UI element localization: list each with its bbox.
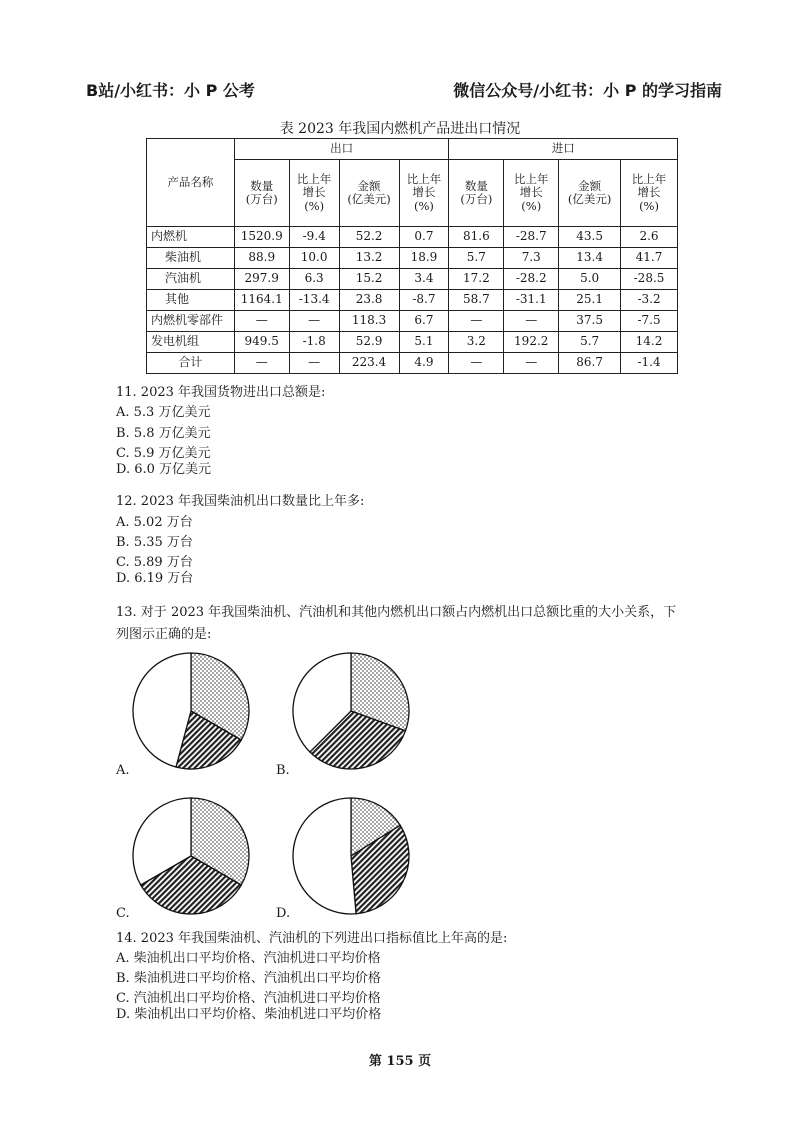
table-cell: 13.2 — [339, 248, 399, 269]
table-cell: 37.5 — [559, 311, 621, 332]
row-name: 内燃机零部件 — [147, 311, 235, 332]
table-cell: 2.6 — [621, 227, 678, 248]
table-cell: 5.7 — [449, 248, 504, 269]
table-cell: 14.2 — [621, 332, 678, 353]
pie-slice-white — [293, 798, 356, 914]
row-name: 汽油机 — [147, 269, 235, 290]
table-cell: -9.4 — [289, 227, 339, 248]
table-row — [147, 290, 678, 311]
table-row — [147, 248, 678, 269]
q13-label-c[interactable]: C. — [116, 906, 130, 921]
header-export-qty: 数量 (万台) — [234, 160, 289, 227]
pie-c — [130, 795, 252, 917]
q14-stem: 14. 2023 年我国柴油机、汽油机的下列进出口指标值比上年高的是: — [116, 931, 508, 946]
header-export-amount-growth: 比上年 增长 (%) — [399, 160, 449, 227]
table-row — [147, 311, 678, 332]
table-cell: -13.4 — [289, 290, 339, 311]
header-export-amount: 金额 (亿美元) — [339, 160, 399, 227]
table-cell: 17.2 — [449, 269, 504, 290]
table-cell: 3.2 — [449, 332, 504, 353]
table-cell: 88.9 — [234, 248, 289, 269]
q13-label-d[interactable]: D. — [276, 906, 291, 921]
table-cell: — — [234, 311, 289, 332]
table-cell: 41.7 — [621, 248, 678, 269]
q14-option-d[interactable]: D. 柴油机出口平均价格、柴油机进口平均价格 — [116, 1007, 382, 1022]
table-cell: — — [234, 353, 289, 374]
header-left: B站/小红书：小 P 公考 — [86, 81, 255, 100]
q13-label-a[interactable]: A. — [116, 763, 130, 778]
q13-stem: 13. 对于 2023 年我国柴油机、汽油机和其他内燃机出口额占内燃机出口总额比重的大小关系，下列图示正确的是: — [116, 605, 677, 642]
q12-option-c[interactable]: C. 5.89 万台 — [116, 555, 193, 570]
table-row — [147, 353, 678, 374]
q11-option-a[interactable]: A. 5.3 万亿美元 — [116, 405, 211, 420]
q11-option-c[interactable]: C. 5.9 万亿美元 — [116, 446, 211, 461]
table-row — [147, 332, 678, 353]
table-cell: — — [289, 311, 339, 332]
pie-b — [290, 650, 412, 772]
table-cell: 223.4 — [339, 353, 399, 374]
pie-d — [290, 795, 412, 917]
table-cell: 52.9 — [339, 332, 399, 353]
table-cell: 18.9 — [399, 248, 449, 269]
header-import-amount-growth: 比上年 增长 (%) — [621, 160, 678, 227]
table-cell: 58.7 — [449, 290, 504, 311]
table-cell: -31.1 — [504, 290, 559, 311]
table-title: 表 2023 年我国内燃机产品进出口情况 — [279, 121, 521, 137]
row-name: 柴油机 — [147, 248, 235, 269]
row-name: 其他 — [147, 290, 235, 311]
q11-option-d[interactable]: D. 6.0 万亿美元 — [116, 462, 212, 477]
table-cell: — — [449, 353, 504, 374]
table-cell: — — [289, 353, 339, 374]
q14-option-c[interactable]: C. 汽油机出口平均价格、汽油机进口平均价格 — [116, 991, 381, 1006]
q12-stem: 12. 2023 年我国柴油机出口数量比上年多: — [116, 494, 365, 509]
table-cell: -1.4 — [621, 353, 678, 374]
page-number: 第 155 页 — [368, 1054, 432, 1069]
q11-stem: 11. 2023 年我国货物进出口总额是: — [116, 385, 326, 400]
data-table — [146, 138, 678, 374]
q14-option-b[interactable]: B. 柴油机进口平均价格、汽油机出口平均价格 — [116, 971, 381, 986]
table-cell: — — [504, 353, 559, 374]
table-cell: 6.3 — [289, 269, 339, 290]
table-row — [147, 269, 678, 290]
table-cell: 81.6 — [449, 227, 504, 248]
row-name: 发电机组 — [147, 332, 235, 353]
table-cell: 192.2 — [504, 332, 559, 353]
table-cell: 1164.1 — [234, 290, 289, 311]
table-cell: 43.5 — [559, 227, 621, 248]
header-product-name: 产品名称 — [147, 139, 235, 227]
q12-option-b[interactable]: B. 5.35 万台 — [116, 535, 193, 550]
table-cell: 0.7 — [399, 227, 449, 248]
header-export-qty-growth: 比上年 增长 (%) — [289, 160, 339, 227]
header-import-qty: 数量 (万台) — [449, 160, 504, 227]
header-right: 微信公众号/小红书：小 P 的学习指南 — [453, 81, 722, 100]
q14-option-a[interactable]: A. 柴油机出口平均价格、汽油机进口平均价格 — [116, 951, 381, 966]
table-cell: -28.5 — [621, 269, 678, 290]
table-cell: -8.7 — [399, 290, 449, 311]
q12-option-a[interactable]: A. 5.02 万台 — [116, 515, 193, 530]
table-cell: 13.4 — [559, 248, 621, 269]
table-cell: 86.7 — [559, 353, 621, 374]
header-import-qty-growth: 比上年 增长 (%) — [504, 160, 559, 227]
table-row — [147, 227, 678, 248]
row-name: 内燃机 — [147, 227, 235, 248]
table-cell: -28.7 — [504, 227, 559, 248]
header-import: 进口 — [449, 139, 678, 160]
table-cell: 5.1 — [399, 332, 449, 353]
table-cell: 25.1 — [559, 290, 621, 311]
table-cell: 297.9 — [234, 269, 289, 290]
table-cell: -28.2 — [504, 269, 559, 290]
table-cell: 15.2 — [339, 269, 399, 290]
table-cell: 7.3 — [504, 248, 559, 269]
table-cell: 52.2 — [339, 227, 399, 248]
q11-option-b[interactable]: B. 5.8 万亿美元 — [116, 426, 211, 441]
table-cell: -1.8 — [289, 332, 339, 353]
q12-option-d[interactable]: D. 6.19 万台 — [116, 571, 194, 586]
table-cell: — — [504, 311, 559, 332]
row-name: 合计 — [147, 353, 235, 374]
table-cell: — — [449, 311, 504, 332]
table-cell: -3.2 — [621, 290, 678, 311]
table-cell: 23.8 — [339, 290, 399, 311]
table-cell: 6.7 — [399, 311, 449, 332]
table-cell: -7.5 — [621, 311, 678, 332]
table-cell: 1520.9 — [234, 227, 289, 248]
table-cell: 3.4 — [399, 269, 449, 290]
header-import-amount: 金额 (亿美元) — [559, 160, 621, 227]
table-cell: 949.5 — [234, 332, 289, 353]
table-cell: 4.9 — [399, 353, 449, 374]
header-export: 出口 — [234, 139, 449, 160]
table-cell: 118.3 — [339, 311, 399, 332]
table-cell: 5.7 — [559, 332, 621, 353]
pie-a — [130, 650, 252, 772]
table-cell: 10.0 — [289, 248, 339, 269]
table-cell: 5.0 — [559, 269, 621, 290]
q13-label-b[interactable]: B. — [276, 763, 290, 778]
